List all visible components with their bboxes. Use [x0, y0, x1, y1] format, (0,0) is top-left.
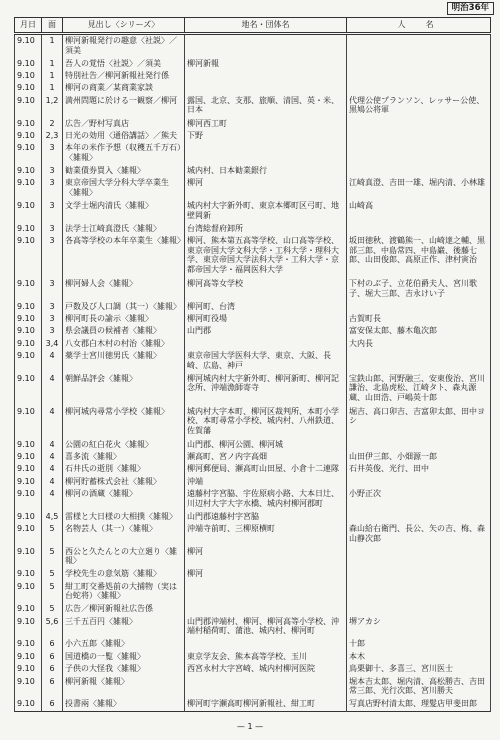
cell-page: 3,4: [42, 338, 63, 350]
header-person: 人 名: [347, 18, 491, 34]
cell-heading: 満州問題に於ける一観察／柳河: [63, 95, 185, 118]
table-row: [15, 451, 491, 463]
cell-person: [347, 439, 491, 451]
cell-date: 9.10: [15, 82, 42, 94]
cell-person: [347, 165, 491, 177]
cell-place: [185, 142, 347, 165]
cell-date: 9.10: [15, 638, 42, 650]
table-row: [15, 676, 491, 699]
cell-person: 鳥栗御十、多喜三、宮川医士: [347, 663, 491, 675]
cell-page: 1: [42, 82, 63, 94]
cell-person: [347, 58, 491, 70]
cell-page: 6: [42, 663, 63, 675]
cell-place: [185, 338, 347, 350]
table-row: [15, 325, 491, 337]
cell-place: 城内村大字新外町、東京本郷町区弓町、地壁岡新: [185, 200, 347, 223]
cell-date: 9.10: [15, 451, 42, 463]
cell-person: [347, 223, 491, 235]
header-date: 月日: [15, 18, 42, 34]
cell-person: 山崎高: [347, 200, 491, 223]
cell-person: 石井英俊、光行、田中: [347, 463, 491, 475]
cell-date: 9.10: [15, 439, 42, 451]
cell-date: 9.10: [15, 698, 42, 711]
cell-place: 柳河郵便局、瀬高町山田屋、小倉十二連隊: [185, 463, 347, 475]
table-row: [15, 200, 491, 223]
cell-heading: 柳河婦人会〈雑報〉: [63, 278, 185, 301]
cell-page: 4: [42, 488, 63, 511]
cell-page: 4: [42, 406, 63, 439]
cell-date: 9.10: [15, 350, 42, 373]
cell-place: 東京帝国大学医科大学、東京、大阪、長崎、広島、神戸: [185, 350, 347, 373]
cell-person: 十郎: [347, 638, 491, 650]
cell-date: 9.10: [15, 338, 42, 350]
cell-page: 1: [42, 34, 63, 58]
cell-place: [185, 638, 347, 650]
table-row: [15, 616, 491, 639]
cell-page: 3: [42, 177, 63, 200]
cell-person: 写真店野村清太郎、理髪店甲斐田郎: [347, 698, 491, 711]
cell-person: 大内長: [347, 338, 491, 350]
cell-heading: 柳河の酒蔵〈雑報〉: [63, 488, 185, 511]
cell-person: [347, 70, 491, 82]
table-row: [15, 603, 491, 615]
cell-page: 4: [42, 476, 63, 488]
cell-place: 柳河: [185, 177, 347, 200]
cell-place: 柳河町字瀬高町柳河新報社、紺工町: [185, 698, 347, 711]
cell-page: 3: [42, 165, 63, 177]
table-row: [15, 511, 491, 523]
cell-page: 2: [42, 118, 63, 130]
table-row: [15, 373, 491, 406]
cell-heading: 柳河城内尋常小学校〈雑報〉: [63, 406, 185, 439]
cell-heading: 日光の効用〈通俗講話〉／熊夫: [63, 130, 185, 142]
cell-place: 東京学友会、熊本高等学校、玉川: [185, 651, 347, 663]
cell-date: 9.10: [15, 301, 42, 313]
cell-heading: 東京帝国大学分科大学卒業生〈雑報〉: [63, 177, 185, 200]
cell-page: 3: [42, 325, 63, 337]
cell-person: [347, 118, 491, 130]
cell-date: 9.10: [15, 223, 42, 235]
cell-heading: 吾人の覚悟〈社説〉／須美: [63, 58, 185, 70]
cell-date: 9.10: [15, 406, 42, 439]
cell-heading: 広告／柳河新報社広告係: [63, 603, 185, 615]
cell-date: 9.10: [15, 511, 42, 523]
cell-date: 9.10: [15, 523, 42, 546]
cell-date: 9.10: [15, 235, 42, 278]
table-row: [15, 278, 491, 301]
cell-person: 江崎真澄、吉田一雄、堀内清、小林雄: [347, 177, 491, 200]
cell-person: 山田伊三郎、小畑源一郎: [347, 451, 491, 463]
cell-page: 4,5: [42, 511, 63, 523]
cell-date: 9.10: [15, 118, 42, 130]
cell-person: 宝鉄山郎、河野融三、安東俊治、宮川謙治、北島虎松、江崎タト、森丸源蔵、山田浩、戸嶋英十郎: [347, 373, 491, 406]
cell-page: 6: [42, 638, 63, 650]
cell-heading: 紺工町交番処前の大捕物（実は台蛇将）〈雑報〉: [63, 581, 185, 604]
cell-place: [185, 581, 347, 604]
cell-date: 9.10: [15, 58, 42, 70]
cell-page: 4: [42, 439, 63, 451]
cell-page: 3: [42, 313, 63, 325]
cell-place: 下野: [185, 130, 347, 142]
table-row: [15, 177, 491, 200]
cell-person: [347, 568, 491, 580]
cell-person: 堀吉、高口卯吉、吉富卯太郎、田中ヨシ: [347, 406, 491, 439]
cell-page: 5: [42, 568, 63, 580]
cell-date: 9.10: [15, 325, 42, 337]
cell-place: 瀬高町、宮ノ内字高畑: [185, 451, 347, 463]
header-place: 地名・団体名: [185, 18, 347, 34]
cell-place: 山門郡: [185, 325, 347, 337]
cell-page: 3: [42, 223, 63, 235]
cell-page: 4: [42, 463, 63, 475]
cell-person: 堺アカシ: [347, 616, 491, 639]
cell-heading: 文学士堀内清氏〈雑報〉: [63, 200, 185, 223]
cell-heading: 三千五百円〈雑報〉: [63, 616, 185, 639]
cell-place: 城内村大字本町、柳河区裁判所、本町小学校、本町尋常小学校、城内村、八州鉄道、佐賀藩: [185, 406, 347, 439]
year-label: 明治36年: [447, 2, 494, 15]
cell-heading: 本年の米作予想（収穫五千万石）〈雑報〉: [63, 142, 185, 165]
cell-place: 柳河町役場: [185, 313, 347, 325]
cell-place: [185, 34, 347, 58]
cell-date: 9.10: [15, 476, 42, 488]
cell-heading: 戸数及び人口調（其一）〈雑報〉: [63, 301, 185, 313]
cell-heading: 柳河新報発行の趣意〈社説〉／須美: [63, 34, 185, 58]
table-header: [15, 18, 491, 34]
cell-place: 遠藤村字宮脇、宇佐原病小路、大本日辻、川辺村大字大字水橋、城内村柳河郡町: [185, 488, 347, 511]
cell-heading: 法学士江崎真澄氏〈雑報〉: [63, 223, 185, 235]
cell-page: 3: [42, 200, 63, 223]
cell-person: [347, 511, 491, 523]
cell-person: [347, 130, 491, 142]
cell-date: 9.10: [15, 546, 42, 569]
cell-place: 沖端寺前町、三柳原横町: [185, 523, 347, 546]
cell-date: 9.10: [15, 488, 42, 511]
cell-heading: 公園の紅白花火〈雑報〉: [63, 439, 185, 451]
cell-person: 森山給右衛門、長公、矢の吉、梅、森山静次郎: [347, 523, 491, 546]
cell-date: 9.10: [15, 373, 42, 406]
header-heading: 見出し〈シリーズ〉: [63, 18, 185, 34]
cell-page: 6: [42, 651, 63, 663]
table-row: [15, 463, 491, 475]
table-row: [15, 698, 491, 711]
cell-heading: 柳河の商業／某商業家談: [63, 82, 185, 94]
cell-page: 4: [42, 451, 63, 463]
cell-date: 9.10: [15, 663, 42, 675]
table-row: [15, 546, 491, 569]
cell-place: 柳河: [185, 546, 347, 569]
cell-place: [185, 70, 347, 82]
table-row: [15, 439, 491, 451]
page-number: — 1 —: [236, 722, 264, 731]
cell-person: [347, 34, 491, 58]
cell-heading: 柳河町長の諭示〈雑報〉: [63, 313, 185, 325]
cell-place: 城内村、日本勧業銀行: [185, 165, 347, 177]
table-row: [15, 82, 491, 94]
cell-date: 9.10: [15, 568, 42, 580]
cell-person: [347, 581, 491, 604]
table-row: [15, 488, 491, 511]
cell-page: 5: [42, 581, 63, 604]
cell-place: 柳河町、台湾: [185, 301, 347, 313]
table-row: [15, 663, 491, 675]
cell-heading: 国道橋の一覧〈雑報〉: [63, 651, 185, 663]
cell-place: 柳河高等女学校: [185, 278, 347, 301]
cell-page: 1,2: [42, 95, 63, 118]
table-row: [15, 95, 491, 118]
table-row: [15, 58, 491, 70]
cell-page: 3: [42, 278, 63, 301]
cell-date: 9.10: [15, 676, 42, 699]
cell-date: 9.10: [15, 130, 42, 142]
cell-page: 5: [42, 603, 63, 615]
cell-person: [347, 301, 491, 313]
cell-person: 下村のぶ子、立花伯爵夫人、宮川歌子、堀大三郎、吉永けい子: [347, 278, 491, 301]
cell-page: 4: [42, 350, 63, 373]
cell-heading: 勧業債券買入〈雑報〉: [63, 165, 185, 177]
cell-heading: 県会議員の候補者〈雑報〉: [63, 325, 185, 337]
cell-place: 露国、北京、支那、旅順、清国、英・米、日本: [185, 95, 347, 118]
cell-date: 9.10: [15, 200, 42, 223]
cell-person: [347, 603, 491, 615]
cell-place: 山門郡遠藤村字宮脇: [185, 511, 347, 523]
cell-place: 柳河新報: [185, 58, 347, 70]
cell-page: 6: [42, 676, 63, 699]
table-row: [15, 142, 491, 165]
cell-date: 9.10: [15, 165, 42, 177]
table-row: [15, 235, 491, 278]
cell-date: 9.10: [15, 603, 42, 615]
cell-place: 山門郡、柳河公園、柳河城: [185, 439, 347, 451]
table-row: [15, 523, 491, 546]
cell-page: 3: [42, 142, 63, 165]
cell-place: 西宮永村大字宮崎、城内村柳河医院: [185, 663, 347, 675]
cell-place: [185, 676, 347, 699]
cell-person: 古賀町長: [347, 313, 491, 325]
cell-date: 9.10: [15, 70, 42, 82]
cell-heading: 柳河新報〈雑報〉: [63, 676, 185, 699]
cell-date: 9.10: [15, 95, 42, 118]
table-row: [15, 406, 491, 439]
table-row: [15, 223, 491, 235]
table-row: [15, 34, 491, 58]
cell-person: [347, 142, 491, 165]
cell-page: 5,6: [42, 616, 63, 639]
cell-page: 5: [42, 546, 63, 569]
cell-page: 4: [42, 373, 63, 406]
cell-person: [347, 476, 491, 488]
cell-heading: 石井氏の逝別〈雑報〉: [63, 463, 185, 475]
cell-date: 9.10: [15, 177, 42, 200]
cell-date: 9.10: [15, 463, 42, 475]
cell-person: 堀本吉太郎、堀内清、高松勝吉、吉田常三郎、光行次郎、宮川勝夫: [347, 676, 491, 699]
header-row: [15, 18, 491, 34]
table-row: [15, 350, 491, 373]
cell-heading: 学校先生の意気筋〈雑報〉: [63, 568, 185, 580]
table-row: [15, 638, 491, 650]
cell-person: 本木: [347, 651, 491, 663]
cell-page: 2,3: [42, 130, 63, 142]
cell-heading: 名物芸人（其一）〈雑報〉: [63, 523, 185, 546]
table-body: [15, 34, 491, 712]
cell-heading: 西公と久たんとの大立廻り〈雑報〉: [63, 546, 185, 569]
cell-heading: 朝鮮品評会〈雑報〉: [63, 373, 185, 406]
cell-person: [347, 546, 491, 569]
cell-heading: 広告／野村写真店: [63, 118, 185, 130]
cell-heading: 喜多流〈雑報〉: [63, 451, 185, 463]
cell-person: 富安保太郎、藤木亀次郎: [347, 325, 491, 337]
cell-heading: 特別社告／柳河新報社発行係: [63, 70, 185, 82]
cell-place: 柳河城内村大字新外町、柳河新町、柳河記念所、沖端漁師寄寺: [185, 373, 347, 406]
cell-date: 9.10: [15, 581, 42, 604]
cell-page: 1: [42, 70, 63, 82]
table-row: [15, 651, 491, 663]
table-row: [15, 70, 491, 82]
cell-place: 柳河西工町: [185, 118, 347, 130]
cell-place: 柳河、熊本第五高等学校、山口高等学校、東京帝国大学文科大学・工科大学・理科大学、東京帝国大学法科大学・工科大学・京都帝国大学・福岡医科大学: [185, 235, 347, 278]
cell-heading: 投書兩〈雑報〉: [63, 698, 185, 711]
table-row: [15, 130, 491, 142]
cell-page: 3: [42, 301, 63, 313]
cell-person: 代理公使プランソン、レッサー公使、黒鳩公将軍: [347, 95, 491, 118]
cell-heading: 薬学士宮川徳男氏〈雑報〉: [63, 350, 185, 373]
table-row: [15, 338, 491, 350]
cell-page: 5: [42, 523, 63, 546]
cell-date: 9.10: [15, 616, 42, 639]
cell-date: 9.10: [15, 651, 42, 663]
table-row: [15, 476, 491, 488]
table-row: [15, 165, 491, 177]
cell-page: 6: [42, 698, 63, 711]
cell-place: [185, 82, 347, 94]
header-page: 面: [42, 18, 63, 34]
table-row: [15, 301, 491, 313]
index-table: [14, 17, 491, 712]
cell-page: 3: [42, 235, 63, 278]
cell-place: 沖端: [185, 476, 347, 488]
cell-date: 9.10: [15, 34, 42, 58]
cell-place: 柳河: [185, 568, 347, 580]
cell-heading: 小六五郎〈雑報〉: [63, 638, 185, 650]
cell-date: 9.10: [15, 278, 42, 301]
cell-date: 9.10: [15, 142, 42, 165]
cell-page: 1: [42, 58, 63, 70]
cell-heading: 八女郡白木村の村治〈雑報〉: [63, 338, 185, 350]
table-row: [15, 581, 491, 604]
table-row: [15, 568, 491, 580]
table-row: [15, 313, 491, 325]
cell-place: [185, 603, 347, 615]
cell-heading: 子供の大怪我〈雑報〉: [63, 663, 185, 675]
cell-person: 坂田徳秋、渡鶴熊一、山崎達之輔、黒部三郎、中島常四、中島巌、後藤七郎、山田俊郎、高原正作、津村寅治: [347, 235, 491, 278]
cell-heading: 雷様と大日様の大相撲〈雑報〉: [63, 511, 185, 523]
table-row: [15, 118, 491, 130]
cell-place: 台湾総督府卸所: [185, 223, 347, 235]
cell-heading: 各高等学校の本年卒業生〈雑報〉: [63, 235, 185, 278]
cell-place: 山門郡沖端村、柳河、柳河高等小学校、沖端村稲荷町、蒲池、城内村、柳河町: [185, 616, 347, 639]
cell-person: [347, 350, 491, 373]
cell-person: [347, 82, 491, 94]
cell-date: 9.10: [15, 313, 42, 325]
cell-heading: 柳河貯蓄株式会社〈雑報〉: [63, 476, 185, 488]
cell-person: 小野正次: [347, 488, 491, 511]
